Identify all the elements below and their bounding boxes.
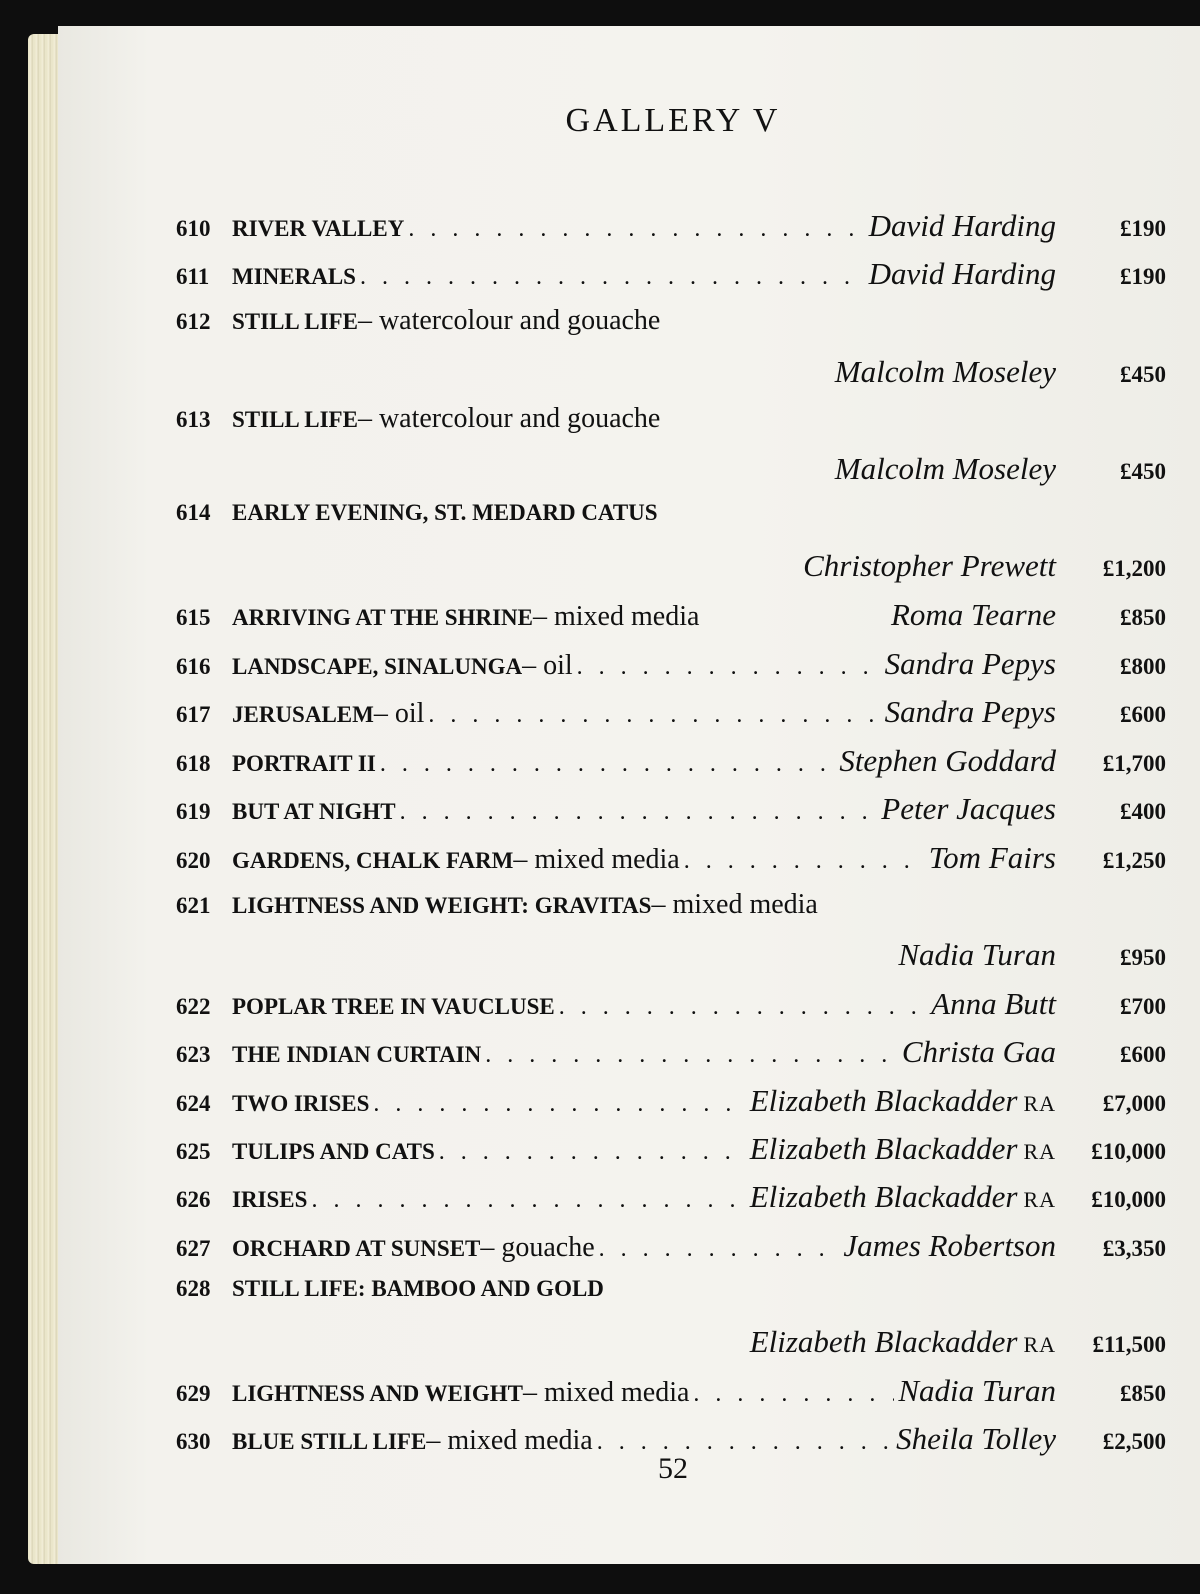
entry-price: £190 <box>1120 216 1166 241</box>
entry-title: EARLY EVENING, ST. MEDARD CATUS <box>232 500 658 525</box>
entry-artist: Elizabeth Blackadder <box>749 1324 1018 1359</box>
entry-number: 617 <box>176 702 211 727</box>
leader-dots <box>373 1091 745 1118</box>
entry-613-artist-line <box>176 451 1166 491</box>
entry-618 <box>176 743 1166 783</box>
entry-title: POPLAR TREE IN VAUCLUSE <box>232 994 555 1019</box>
entry-620 <box>176 840 1166 880</box>
entry-number: 621 <box>176 893 211 918</box>
entry-price: £1,250 <box>1102 848 1166 873</box>
leader-dots <box>408 216 864 243</box>
entry-medium: – mixed media <box>533 601 700 632</box>
entry-628-artist-line <box>176 1324 1166 1364</box>
entry-title: STILL LIFE: BAMBOO AND GOLD <box>232 1276 604 1301</box>
page-number: 52 <box>658 1452 688 1485</box>
entry-artist: Elizabeth Blackadder <box>749 1179 1018 1214</box>
leader-dots <box>485 1042 898 1069</box>
entry-artist: Malcolm Moseley <box>834 354 1056 389</box>
entry-medium: – oil <box>373 698 425 729</box>
entry-629 <box>176 1373 1166 1413</box>
entry-price: £1,700 <box>1102 751 1166 776</box>
entry-number: 625 <box>176 1139 211 1164</box>
entry-623 <box>176 1034 1166 1074</box>
leader-dots <box>693 1381 894 1408</box>
entry-number: 616 <box>176 654 211 679</box>
entry-artist: James Robertson <box>843 1228 1056 1263</box>
entry-price: £1,200 <box>1102 556 1166 581</box>
entry-artist: Sheila Tolley <box>896 1421 1056 1456</box>
entry-medium: – mixed media <box>523 1377 690 1408</box>
entry-619 <box>176 791 1166 831</box>
entry-612-artist-line <box>176 354 1166 394</box>
entry-price: £450 <box>1120 362 1166 387</box>
entry-number: 623 <box>176 1042 211 1067</box>
entry-title: MINERALS <box>232 264 356 289</box>
entry-artist: Nadia Turan <box>898 937 1056 972</box>
entry-612 <box>176 305 1166 345</box>
entry-number: 610 <box>176 216 211 241</box>
entry-price: £7,000 <box>1102 1091 1166 1116</box>
entry-artist: Christa Gaa <box>901 1034 1056 1069</box>
entry-artist: Malcolm Moseley <box>834 451 1056 486</box>
leader-dots <box>311 1187 745 1214</box>
entry-price: £850 <box>1120 1381 1166 1406</box>
entry-number: 629 <box>176 1381 211 1406</box>
entry-number: 622 <box>176 994 211 1019</box>
entry-617 <box>176 694 1166 734</box>
entry-price: £850 <box>1120 605 1166 630</box>
entry-medium: – gouache <box>480 1232 595 1263</box>
entry-number: 620 <box>176 848 211 873</box>
entry-627 <box>176 1228 1166 1268</box>
entry-number: 628 <box>176 1276 211 1301</box>
entry-price: £400 <box>1120 799 1166 824</box>
entry-614 <box>176 500 1166 540</box>
entry-artist: Nadia Turan <box>898 1373 1056 1408</box>
entry-list <box>58 26 1200 1564</box>
leader-dots <box>599 1236 840 1263</box>
leader-dots <box>400 799 878 826</box>
leader-dots <box>380 751 835 778</box>
entry-title: IRISES <box>232 1187 308 1212</box>
entry-title: RIVER VALLEY <box>232 216 405 241</box>
entry-621 <box>176 889 1166 929</box>
entry-price: £600 <box>1120 702 1166 727</box>
entry-number: 611 <box>176 264 210 289</box>
entry-artist: Tom Fairs <box>928 840 1056 875</box>
entry-artist: Roma Tearne <box>890 597 1056 632</box>
entry-artist: David Harding <box>868 208 1056 243</box>
catalogue-page <box>58 26 1200 1564</box>
leader-dots <box>577 654 881 681</box>
entry-number: 613 <box>176 407 211 432</box>
entry-artist: David Harding <box>868 256 1056 291</box>
entry-honours: RA <box>1023 1091 1056 1116</box>
entry-honours: RA <box>1023 1332 1056 1357</box>
entry-611 <box>176 256 1166 296</box>
entry-title: STILL LIFE <box>232 407 358 432</box>
entry-price: £950 <box>1120 945 1166 970</box>
entry-title: BLUE STILL LIFE <box>232 1429 427 1454</box>
entry-title: LIGHTNESS AND WEIGHT: GRAVITAS <box>232 893 652 918</box>
entry-artist: Peter Jacques <box>881 791 1056 826</box>
entry-title: ARRIVING AT THE SHRINE <box>232 605 533 630</box>
leader-dots <box>428 702 880 729</box>
entry-artist: Sandra Pepys <box>884 694 1056 729</box>
entry-medium: – mixed media <box>651 889 818 920</box>
entry-628 <box>176 1276 1166 1316</box>
entry-number: 615 <box>176 605 211 630</box>
entry-price: £2,500 <box>1102 1429 1166 1454</box>
entry-price: £190 <box>1120 264 1166 289</box>
entry-number: 612 <box>176 309 211 334</box>
entry-title: STILL LIFE <box>232 309 358 334</box>
entry-615 <box>176 597 1166 637</box>
entry-title: TULIPS AND CATS <box>232 1139 435 1164</box>
entry-price: £700 <box>1120 994 1166 1019</box>
entry-613 <box>176 403 1166 443</box>
leader-dots <box>684 848 925 875</box>
entry-price: £3,350 <box>1102 1236 1166 1261</box>
entry-610 <box>176 208 1166 248</box>
entry-medium: – mixed media <box>513 844 680 875</box>
entry-title: THE INDIAN CURTAIN <box>232 1042 482 1067</box>
entry-price: £11,500 <box>1092 1332 1166 1357</box>
entry-number: 627 <box>176 1236 211 1261</box>
entry-price: £800 <box>1120 654 1166 679</box>
entry-artist: Elizabeth Blackadder <box>749 1131 1018 1166</box>
entry-number: 618 <box>176 751 211 776</box>
leader-dots <box>559 994 927 1021</box>
entry-625 <box>176 1131 1166 1171</box>
entry-price: £10,000 <box>1091 1139 1166 1164</box>
entry-price: £600 <box>1120 1042 1166 1067</box>
gallery-title: GALLERY V <box>565 102 781 139</box>
entry-honours: RA <box>1023 1139 1056 1164</box>
entry-title: PORTRAIT II <box>232 751 376 776</box>
entry-price: £450 <box>1120 459 1166 484</box>
entry-number: 614 <box>176 500 211 525</box>
entry-artist: Elizabeth Blackadder <box>749 1083 1018 1118</box>
entry-artist: Sandra Pepys <box>884 646 1056 681</box>
entry-medium: – watercolour and gouache <box>357 403 661 434</box>
entry-621-artist-line <box>176 937 1166 977</box>
entry-number: 630 <box>176 1429 211 1454</box>
entry-title: TWO IRISES <box>232 1091 370 1116</box>
entry-number: 626 <box>176 1187 211 1212</box>
entry-622 <box>176 986 1166 1026</box>
entry-614-artist-line <box>176 548 1166 588</box>
entry-artist: Anna Butt <box>931 986 1056 1021</box>
leader-dots <box>360 264 865 291</box>
entry-title: JERUSALEM <box>232 702 374 727</box>
entry-626 <box>176 1179 1166 1219</box>
entry-title: ORCHARD AT SUNSET <box>232 1236 481 1261</box>
entry-honours: RA <box>1023 1187 1056 1212</box>
entry-price: £10,000 <box>1091 1187 1166 1212</box>
entry-title: LANDSCAPE, SINALUNGA <box>232 654 523 679</box>
entry-medium: – mixed media <box>426 1425 593 1456</box>
leader-dots <box>439 1139 746 1166</box>
entry-number: 619 <box>176 799 211 824</box>
entry-artist: Christopher Prewett <box>803 548 1056 583</box>
entry-number: 624 <box>176 1091 211 1116</box>
entry-medium: – watercolour and gouache <box>357 305 661 336</box>
entry-medium: – oil <box>522 650 573 681</box>
entry-title: BUT AT NIGHT <box>232 799 396 824</box>
entry-title: GARDENS, CHALK FARM <box>232 848 514 873</box>
entry-title: LIGHTNESS AND WEIGHT <box>232 1381 524 1406</box>
entry-624 <box>176 1083 1166 1123</box>
entry-616 <box>176 646 1166 686</box>
entry-artist: Stephen Goddard <box>839 743 1056 778</box>
